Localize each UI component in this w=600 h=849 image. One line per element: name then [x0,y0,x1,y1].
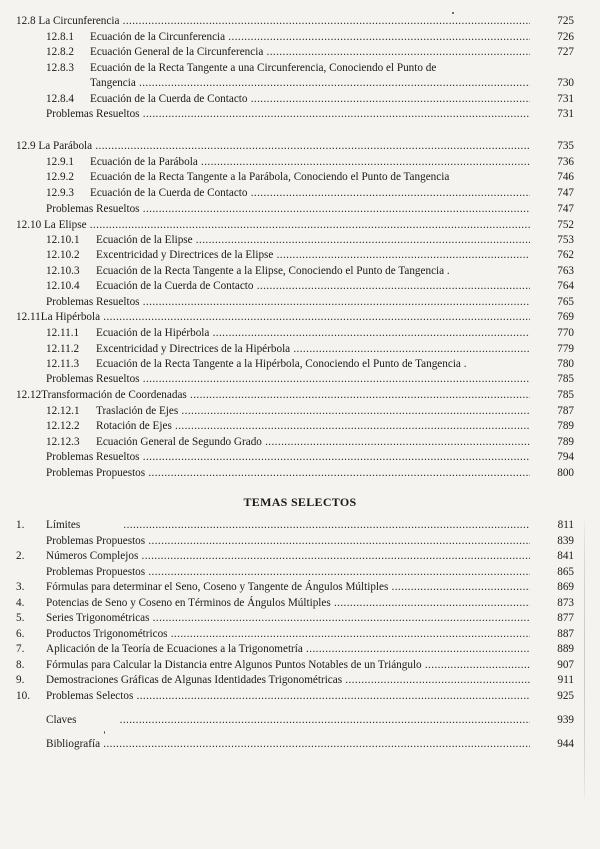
toc-entry [0,202,600,217]
toc-page: 939 [557,714,574,726]
toc-number: 12.9.1 [46,156,74,168]
toc-entry [0,580,600,595]
toc-label: Excentricidad y Directrices de la Hipérbola ..... [96,342,530,357]
toc-number: 10. [16,690,30,702]
toc-entry [0,450,600,465]
toc-entry [0,342,600,357]
toc-entry [0,689,600,704]
toc-label: Ecuación de la Recta Tangente a la Hipérbola, Conociendo el Punto de Tangencia . [96,358,467,370]
toc-label: Rotación de Ejes ..... [96,419,530,434]
toc-label: Problemas Resueltos ..... [46,202,530,217]
toc-number: 7. [16,643,25,655]
toc-label: Ecuación General de la Circunferencia ..... [90,45,530,60]
toc-number: 12.9.3 [46,187,74,199]
toc-number: 12.11.3 [46,358,80,370]
toc-page: 794 [557,451,574,463]
toc-label: Ecuación de la Cuerda de Contacto ..... [90,186,530,201]
toc-page: 764 [557,280,574,292]
toc-page: 841 [557,550,574,562]
section-heading: TEMAS SELECTOS [243,495,357,509]
toc-label: Potencias de Seno y Coseno en Términos de Ángulos Múltiples ..... [46,596,530,611]
toc-entry [0,155,600,170]
toc-entry [0,218,600,233]
toc-page: 780 [557,358,574,370]
toc-entry [0,611,600,626]
toc-entry [0,310,600,325]
page-edge-shadow [584,520,585,800]
toc-page: 727 [557,46,574,58]
toc-label: Ecuación de la Recta Tangente a la Elipse, Conociendo el Punto de Tangencia . [96,265,450,277]
toc-entry [0,388,600,403]
toc-entry [0,92,600,107]
toc-page: 800 [557,467,574,479]
toc-label: Límites ..... [46,518,530,533]
toc-label: Fórmulas para Calcular la Distancia entre Algunos Puntos Notables de un Triángulo ..... [46,658,530,673]
toc-entry [0,404,600,419]
toc-page: 811 [557,519,574,531]
toc-entry [0,107,600,122]
toc-page: 889 [557,643,574,655]
toc-entry [0,549,600,564]
toc-label: Aplicación de la Teoría de Ecuaciones a la Trigonometría ..... [46,642,530,657]
toc-entry [0,30,600,45]
toc-label: Tangencia ..... [90,76,530,91]
toc-label: Ecuación de la Cuerda de Contacto ..... [90,92,530,107]
toc-number: 12.8.2 [46,46,74,58]
toc-number: 4. [16,597,25,609]
toc-page: 753 [557,234,574,246]
toc-entry [0,372,600,387]
toc-page: 779 [557,343,574,355]
toc-page: 763 [557,265,574,277]
toc-entry [0,596,600,611]
toc-label: Problemas Resueltos ..... [46,295,530,310]
toc-number: 9. [16,674,25,686]
toc-page: 726 [557,31,574,43]
toc-entry [0,737,600,752]
toc-label: Problemas Propuestos ..... [46,466,530,481]
toc-page: 785 [557,373,574,385]
toc-number: 12.11.1 [46,327,80,339]
toc-number: 12.10.2 [46,249,80,261]
scan-speck [452,12,454,14]
toc-label: Ecuación de la Parábola ..... [90,155,530,170]
toc-entry [0,61,600,76]
toc-number: 3. [16,581,25,593]
toc-label: 12.10 La Elipse ..... [16,218,530,233]
toc-label: Ecuación General de Segundo Grado ..... [96,435,530,450]
toc-number: 1. [16,519,25,531]
toc-label: Fórmulas para determinar el Seno, Coseno y Tangente de Ángulos Múltiples ..... [46,580,530,595]
toc-page: 865 [557,566,574,578]
toc-label: Problemas Resueltos ..... [46,450,530,465]
toc-entry [0,466,600,481]
toc-number: 2. [16,550,25,562]
toc-entry [0,713,600,728]
toc-label: 12.9 La Parábola ..... [16,139,530,154]
toc-entry [0,518,600,533]
toc-page: 746 [557,171,574,183]
toc-number: 12.8.4 [46,93,74,105]
toc-entry [0,186,600,201]
toc-label: Ecuación de la Circunferencia ..... [90,30,530,45]
toc-entry [0,45,600,60]
toc-label: Ecuación de la Hipérbola ..... [96,326,530,341]
toc-label: Problemas Resueltos ..... [46,107,530,122]
toc-number: 8. [16,659,25,671]
toc-page: 731 [557,108,574,120]
toc-number: 6. [16,628,25,640]
toc-page: 730 [557,77,574,89]
toc-entry [0,295,600,310]
toc-entry [0,170,600,185]
toc-label: Números Complejos ..... [46,549,530,564]
toc-page: 944 [557,738,574,750]
toc-number: 12.9.2 [46,171,74,183]
toc-entry [0,673,600,688]
toc-entry [0,642,600,657]
toc-page: 731 [557,93,574,105]
toc-entry [0,14,600,29]
toc-page: 887 [557,628,574,640]
toc-number: 12.12.1 [46,405,80,417]
toc-page: 736 [557,156,574,168]
toc-number: 12.11.2 [46,343,80,355]
toc-label: Problemas Propuestos ..... [46,565,530,580]
toc-entry [0,435,600,450]
toc-label: Problemas Selectos ..... [46,689,530,704]
toc-label: Bibliografía ..... [46,737,530,752]
toc-label: Demostraciones Gráficas de Algunas Identidades Trigonométricas ..... [46,673,530,688]
toc-label: Series Trigonométricas ..... [46,611,530,626]
toc-page: 752 [557,219,574,231]
toc-label: 12.12Transformación de Coordenadas ..... [16,388,530,403]
toc-label: Problemas Resueltos ..... [46,372,530,387]
toc-page: 925 [557,690,574,702]
toc-number: 12.12.3 [46,436,80,448]
toc-entry [0,534,600,549]
toc-label: 12.11La Hipérbola ..... [16,310,530,325]
toc-page: 877 [557,612,574,624]
toc-page: 765 [557,296,574,308]
toc-label: Traslación de Ejes ..... [96,404,530,419]
toc-number: 5. [16,612,25,624]
toc-number: 12.8.3 [46,62,74,74]
toc-label: Ecuación de la Cuerda de Contacto ..... [96,279,530,294]
toc-entry [0,139,600,154]
toc-entry [0,326,600,341]
toc-entry [0,627,600,642]
toc-page: 839 [557,535,574,547]
toc-page: 873 [557,597,574,609]
toc-number: 12.10.1 [46,234,80,246]
toc-entry [0,658,600,673]
toc-label: Ecuación de la Recta Tangente a una Circunferencia, Conociendo el Punto de [90,62,437,74]
toc-label: Excentricidad y Directrices de la Elipse ..... [96,248,530,263]
toc-page: 911 [557,674,574,686]
toc-number: 12.10.3 [46,265,80,277]
toc-page: 762 [557,249,574,261]
scan-speck [104,731,105,734]
toc-entry [0,357,600,372]
toc-entry [0,233,600,248]
toc-entry-continued [0,76,600,91]
toc-number: 12.12.2 [46,420,80,432]
toc-label: Productos Trigonométricos ..... [46,627,530,642]
toc-page: 907 [557,659,574,671]
toc-page: 789 [557,420,574,432]
toc-number: 12.8.1 [46,31,74,43]
toc-label: Claves ..... [46,713,530,728]
toc-label: Ecuación de la Recta Tangente a la Parábola, Conociendo el Punto de Tangencia [90,171,450,183]
toc-entry [0,264,600,279]
toc-page: 747 [557,203,574,215]
toc-page: 869 [557,581,574,593]
toc-label: Problemas Propuestos ..... [46,534,530,549]
toc-page: 770 [557,327,574,339]
toc-entry [0,419,600,434]
toc-page: 769 [557,311,574,323]
toc-page: 789 [557,436,574,448]
toc-label: 12.8 La Circunferencia ..... [16,14,530,29]
toc-page: 785 [557,389,574,401]
toc-number: 12.10.4 [46,280,80,292]
toc-entry [0,279,600,294]
toc-page: 747 [557,187,574,199]
toc-page: 787 [557,405,574,417]
toc-entry [0,248,600,263]
toc-page: 725 [557,15,574,27]
toc-entry [0,565,600,580]
toc-label: Ecuación de la Elipse ..... [96,233,530,248]
toc-page: 735 [557,140,574,152]
